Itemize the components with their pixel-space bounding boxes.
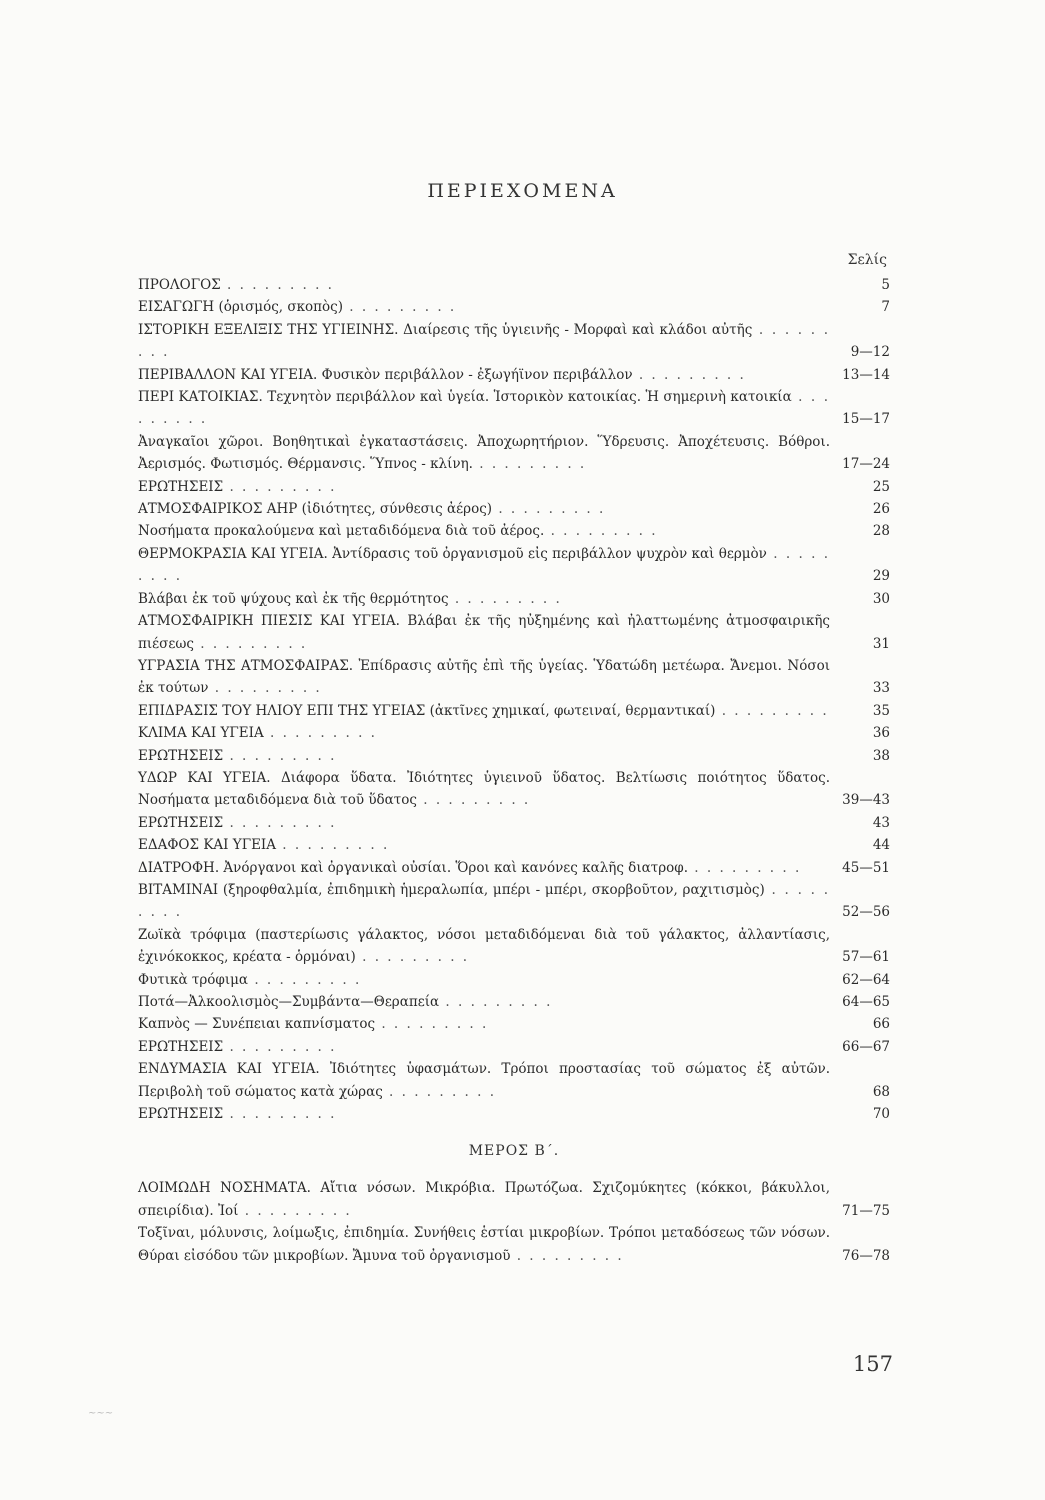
toc-entry bbox=[138, 924, 890, 969]
toc-entry-text bbox=[138, 296, 830, 318]
toc-entry bbox=[138, 655, 890, 700]
toc-entry-text bbox=[138, 386, 830, 431]
dot-leader: . . . . . . . . . bbox=[263, 725, 377, 742]
dot-leader: . . . . . . . . . bbox=[238, 1202, 352, 1219]
toc-entry-label: Καπνὸς — Συνέπειαι καπνίσματος bbox=[138, 1016, 376, 1033]
dot-leader: . . . . . . . . . bbox=[193, 635, 308, 652]
toc-entry-label: ΕΡΩΤΗΣΕΙΣ bbox=[138, 1106, 224, 1123]
toc-entry-page: 52—56 bbox=[842, 904, 890, 921]
dot-leader: . . . . . . . . . bbox=[138, 321, 830, 361]
toc-entry bbox=[138, 1036, 890, 1058]
toc-entry-page: 28 bbox=[872, 523, 890, 540]
toc-entry-label: Ποτά—Ἀλκοολισμὸς—Συμβάντα—Θεραπεία bbox=[138, 994, 440, 1010]
dot-leader: . . . . . . . . . bbox=[138, 881, 830, 921]
toc-entry bbox=[138, 610, 890, 655]
toc-entry-label: ΑΤΜΟΣΦΑΙΡΙΚΟΣ ΑΗΡ (ἰδιότητες, σύνθεσις ἀέρος) bbox=[138, 501, 493, 518]
toc-entry bbox=[138, 274, 890, 296]
toc-entry-label: ΙΣΤΟΡΙΚΗ ΕΞΕΛΙΞΙΣ ΤΗΣ ΥΓΙΕΙΝΗΣ. Διαίρεσις τῆς ὑγιεινῆς - Μορφαὶ καὶ κλάδοι αὐτῆς bbox=[138, 321, 753, 338]
dot-leader: . . . . . . . . . bbox=[138, 389, 830, 428]
toc-entry-label: ΠΡΟΛΟΓΟΣ bbox=[138, 277, 221, 293]
toc-entry bbox=[138, 1058, 890, 1103]
toc-entry-text bbox=[138, 1058, 830, 1103]
toc-entry bbox=[138, 543, 890, 588]
dot-leader: . . . . . . . . . bbox=[223, 814, 337, 831]
toc-entry-label: ΑΤΜΟΣΦΑΙΡΙΚΗ ΠΙΕΣΙΣ ΚΑΙ ΥΓΕΙΑ. Βλάβαι ἐκ τῆς ηὐξημένης καὶ ἠλαττωμένης ἀτμοσφαιρικῆς πιέσεως bbox=[138, 613, 830, 652]
dot-leader: . . . . . . . . . bbox=[416, 792, 531, 809]
part-two-title: ΜΕΡΟΣ Β΄. bbox=[468, 1143, 560, 1160]
dot-leader: . . . . . . . . . bbox=[632, 366, 746, 383]
toc-entry-label: ΠΕΡΙ ΚΑΤΟΙΚΙΑΣ. Τεχνητὸν περιβάλλον καὶ ὑγεία. Ἱστορικὸν κατοικίας. Ἡ σημερινὴ κατοικία bbox=[138, 389, 792, 406]
toc-entry-label: ΘΕΡΜΟΚΡΑΣΙΑ ΚΑΙ ΥΓΕΙΑ. Ἀντίδρασις τοῦ ὀργανισμοῦ εἰς περιβάλλον ψυχρὸν καὶ θερμὸν bbox=[138, 545, 767, 562]
dot-leader: . . . . . . . . . bbox=[492, 501, 606, 518]
toc-entry-label: ΕΙΣΑΓΩΓΗ (ὁρισμός, σκοπὸς) bbox=[138, 299, 343, 316]
toc-entry-page: 62—64 bbox=[842, 971, 890, 988]
toc-entry-page: 17—24 bbox=[842, 456, 890, 473]
toc-entry-text bbox=[138, 610, 830, 655]
toc-entry-text bbox=[138, 476, 830, 498]
dot-leader: . . . . . . . . . bbox=[223, 1038, 337, 1055]
toc-entry-label: ΕΠΙΔΡΑΣΙΣ ΤΟΥ ΗΛΙΟΥ ΕΠΙ ΤΗΣ ΥΓΕΙΑΣ (ἀκτῖνες χημικαί, φωτειναί, θερμαντικαί) bbox=[138, 702, 716, 719]
toc-entry-label: ΒΙΤΑΜΙΝΑΙ (ξηροφθαλμία, ἐπιδημικὴ ἡμεραλωπία, μπέρι - μπέρι, σκορβοῦτον, ραχιτισμὸς) bbox=[138, 881, 765, 898]
toc-entry-page: 57—61 bbox=[842, 949, 890, 966]
toc-entry-text bbox=[138, 1013, 830, 1035]
toc-entry-text bbox=[138, 991, 830, 1013]
dot-leader: . . . . . . . . . bbox=[382, 1083, 497, 1100]
toc-entry-label: ΕΔΑΦΟΣ ΚΑΙ ΥΓΕΙΑ bbox=[138, 837, 276, 854]
toc-entry bbox=[138, 476, 890, 498]
dot-leader: . . . . . . . . . bbox=[439, 994, 553, 1010]
toc-entry-label: Φυτικὰ τρόφιμα bbox=[138, 971, 249, 988]
scan-mark: ~~~ bbox=[88, 1408, 114, 1419]
toc-entry bbox=[138, 745, 890, 767]
toc-entry-label: Ἀναγκαῖοι χῶροι. Βοηθητικαὶ ἐγκαταστάσεις. Ἀποχωρητήριον. Ὕδρευσις. Ἀποχέτευσις. Βόθροι. Ἀερισμός. Φωτισμός. Θέρμανσις. Ὕπνος - κλίνη. bbox=[138, 433, 830, 473]
toc-entry-label: ΕΝΔΥΜΑΣΙΑ ΚΑΙ ΥΓΕΙΑ. Ἰδιότητες ὑφασμάτων. Τρόποι προστασίας τοῦ σώματος ἐξ αὐτῶν. Περιβολὴ τοῦ σώματος κατὰ χώρας bbox=[138, 1061, 830, 1100]
toc-entry-page: 13—14 bbox=[842, 366, 890, 383]
toc-entry bbox=[138, 319, 890, 364]
toc-entry-page: 5 bbox=[881, 277, 890, 293]
toc-entry bbox=[138, 834, 890, 856]
toc-entry bbox=[138, 767, 890, 812]
toc-entry-label: ΥΓΡΑΣΙΑ ΤΗΣ ΑΤΜΟΣΦΑΙΡΑΣ. Ἐπίδρασις αὐτῆς ἐπὶ τῆς ὑγείας. Ὑδατώδη μετέωρα. Ἄνεμοι. Νόσοι ἐκ τούτων bbox=[138, 657, 830, 697]
toc-entry bbox=[138, 722, 890, 744]
dot-leader: . . . . . . . . . bbox=[448, 590, 562, 607]
toc-entry-label: Ζωϊκὰ τρόφιμα (παστερίωσις γάλακτος, νόσοι μεταδιδόμεναι διὰ τοῦ γάλακτος, ἀλλαντίασις, ἐχινόκοκκος, κρέατα - ὁρμόναι) bbox=[138, 926, 830, 966]
toc-entry-page: 66—67 bbox=[842, 1038, 890, 1055]
toc-entry-label: ΛΟΙΜΩΔΗ ΝΟΣΗΜΑΤΑ. Αἴτια νόσων. Μικρόβια. Πρωτόζωα. Σχιζομύκητες (κόκκοι, βάκυλλοι, σπειρίδια). Ἰοί bbox=[138, 1180, 830, 1219]
toc-entry-text bbox=[138, 700, 830, 722]
toc-entry-text bbox=[138, 1036, 830, 1058]
toc-entry bbox=[138, 1222, 890, 1267]
toc-entry bbox=[138, 296, 890, 318]
toc-entry bbox=[138, 1103, 890, 1125]
toc-entry-page: 70 bbox=[872, 1106, 890, 1123]
toc-entry bbox=[138, 812, 890, 834]
dot-leader: . . . . . . . . . bbox=[715, 702, 829, 719]
toc-entry-page: 44 bbox=[872, 837, 890, 854]
toc-entry-text bbox=[138, 431, 830, 476]
toc-entry-text bbox=[138, 1222, 830, 1267]
dot-leader: . . . . . . . . . bbox=[248, 971, 362, 988]
toc-entry bbox=[138, 386, 890, 431]
toc-entry-label: ΕΡΩΤΗΣΕΙΣ bbox=[138, 1038, 224, 1055]
page-column-heading: Σελίς bbox=[847, 252, 887, 268]
toc-entry-label: ΔΙΑΤΡΟΦΗ. Ἀνόργανοι καὶ ὀργανικαὶ οὐσίαι. Ὅροι καὶ κανόνες καλῆς διατροφ. bbox=[138, 859, 688, 876]
dot-leader: . . . . . . . . . bbox=[276, 837, 390, 854]
toc-entry-page: 68 bbox=[872, 1083, 890, 1100]
toc-entry-text bbox=[138, 834, 830, 856]
toc-entry-text bbox=[138, 1103, 830, 1125]
toc-entry-text bbox=[138, 857, 830, 879]
toc-entry-page: 7 bbox=[881, 299, 890, 316]
toc-entry-page: 33 bbox=[872, 680, 890, 697]
table-of-contents bbox=[138, 274, 890, 1267]
toc-entry-text bbox=[138, 767, 830, 812]
part-two-entries bbox=[138, 1177, 890, 1267]
toc-entry-page: 30 bbox=[872, 590, 890, 607]
toc-entry-page: 15—17 bbox=[842, 411, 890, 428]
page-number: 157 bbox=[852, 1352, 893, 1376]
dot-leader: . . . . . . . . . bbox=[510, 1247, 624, 1264]
toc-entry-page: 29 bbox=[872, 568, 890, 585]
page-title: ΠΕΡΙΕΧΟΜΕΝΑ bbox=[427, 180, 618, 202]
dot-leader: . . . . . . . . . bbox=[208, 680, 322, 697]
toc-entry-text bbox=[138, 588, 830, 610]
toc-entry-text bbox=[138, 879, 830, 924]
toc-entry-text bbox=[138, 924, 830, 969]
toc-entry-text bbox=[138, 543, 830, 588]
toc-entry bbox=[138, 498, 890, 520]
toc-entry-page: 64—65 bbox=[842, 994, 890, 1010]
toc-entry-text bbox=[138, 969, 830, 991]
dot-leader: . . . . . . . . . bbox=[342, 299, 457, 316]
toc-entry-text bbox=[138, 722, 830, 744]
toc-entry bbox=[138, 1013, 890, 1035]
dot-leader: . . . . . . . . . bbox=[138, 545, 830, 585]
toc-entry bbox=[138, 879, 890, 924]
part-one-entries bbox=[138, 274, 890, 1125]
toc-entry bbox=[138, 364, 890, 386]
dot-leader: . . . . . . . . . bbox=[472, 456, 587, 473]
dot-leader: . . . . . . . . . bbox=[223, 478, 337, 495]
toc-entry-text bbox=[138, 319, 830, 364]
toc-entry-label: ΕΡΩΤΗΣΕΙΣ bbox=[138, 747, 224, 764]
toc-entry-label: ΥΔΩΡ ΚΑΙ ΥΓΕΙΑ. Διάφορα ὕδατα. Ἰδιότητες ὑγιεινοῦ ὕδατος. Βελτίωσις ποιότητος ὕδατος. Νοσήματα μεταδιδόμενα διὰ τοῦ ὕδατος bbox=[138, 769, 830, 809]
toc-entry-label: Βλάβαι ἐκ τοῦ ψύχους καὶ ἐκ τῆς θερμότητος bbox=[138, 590, 449, 607]
dot-leader: . . . . . . . . . bbox=[544, 523, 658, 540]
toc-entry-page: 39—43 bbox=[842, 792, 890, 809]
toc-entry-text bbox=[138, 655, 830, 700]
toc-entry-page: 45—51 bbox=[842, 859, 890, 876]
toc-entry-text bbox=[138, 1177, 830, 1222]
dot-leader: . . . . . . . . . bbox=[223, 747, 337, 764]
toc-entry bbox=[138, 857, 890, 879]
toc-entry-label: ΚΛΙΜΑ ΚΑΙ ΥΓΕΙΑ bbox=[138, 725, 264, 742]
dot-leader: . . . . . . . . . bbox=[688, 859, 802, 876]
toc-entry-text bbox=[138, 498, 830, 520]
toc-entry-page: 31 bbox=[872, 635, 890, 652]
toc-entry-label: Νοσήματα προκαλούμενα καὶ μεταδιδόμενα διὰ τοῦ ἀέρος. bbox=[138, 523, 545, 540]
toc-entry-text bbox=[138, 812, 830, 834]
toc-entry bbox=[138, 991, 890, 1013]
toc-entry-page: 26 bbox=[872, 501, 890, 518]
dot-leader: . . . . . . . . . bbox=[223, 1106, 337, 1123]
toc-entry bbox=[138, 520, 890, 542]
toc-entry-page: 71—75 bbox=[842, 1202, 890, 1219]
toc-entry-page: 43 bbox=[872, 814, 890, 831]
toc-entry-text bbox=[138, 364, 830, 386]
toc-entry-page: 38 bbox=[872, 747, 890, 764]
toc-entry-label: ΕΡΩΤΗΣΕΙΣ bbox=[138, 478, 224, 495]
toc-entry bbox=[138, 431, 890, 476]
toc-entry-page: 9—12 bbox=[850, 344, 890, 361]
toc-entry-page: 66 bbox=[872, 1016, 890, 1033]
dot-leader: . . . . . . . . . bbox=[355, 949, 470, 966]
toc-entry-text bbox=[138, 745, 830, 767]
toc-entry bbox=[138, 700, 890, 722]
toc-entry bbox=[138, 969, 890, 991]
toc-entry-label: Τοξῖναι, μόλυνσις, λοίμωξις, ἐπιδημία. Συνήθεις ἑστίαι μικροβίων. Τρόποι μεταδόσεως τῶν νόσων. Θύραι εἰσόδου τῶν μικροβίων. Ἄμυνα τοῦ ὀργανισμοῦ bbox=[138, 1225, 830, 1264]
toc-entry-label: ΕΡΩΤΗΣΕΙΣ bbox=[138, 814, 224, 831]
toc-entry-page: 76—78 bbox=[842, 1247, 890, 1264]
dot-leader: . . . . . . . . . bbox=[375, 1016, 489, 1033]
toc-entry bbox=[138, 1177, 890, 1222]
toc-entry-label: ΠΕΡΙΒΑΛΛΟΝ ΚΑΙ ΥΓΕΙΑ. Φυσικὸν περιβάλλον - ἐξωγήϊνον περιβάλλον bbox=[138, 366, 633, 383]
toc-entry bbox=[138, 588, 890, 610]
toc-entry-text bbox=[138, 274, 830, 296]
dot-leader: . . . . . . . . . bbox=[220, 277, 334, 293]
toc-entry-page: 25 bbox=[872, 478, 890, 495]
toc-entry-page: 35 bbox=[872, 702, 890, 719]
toc-entry-text bbox=[138, 520, 830, 542]
toc-entry-page: 36 bbox=[872, 725, 890, 742]
